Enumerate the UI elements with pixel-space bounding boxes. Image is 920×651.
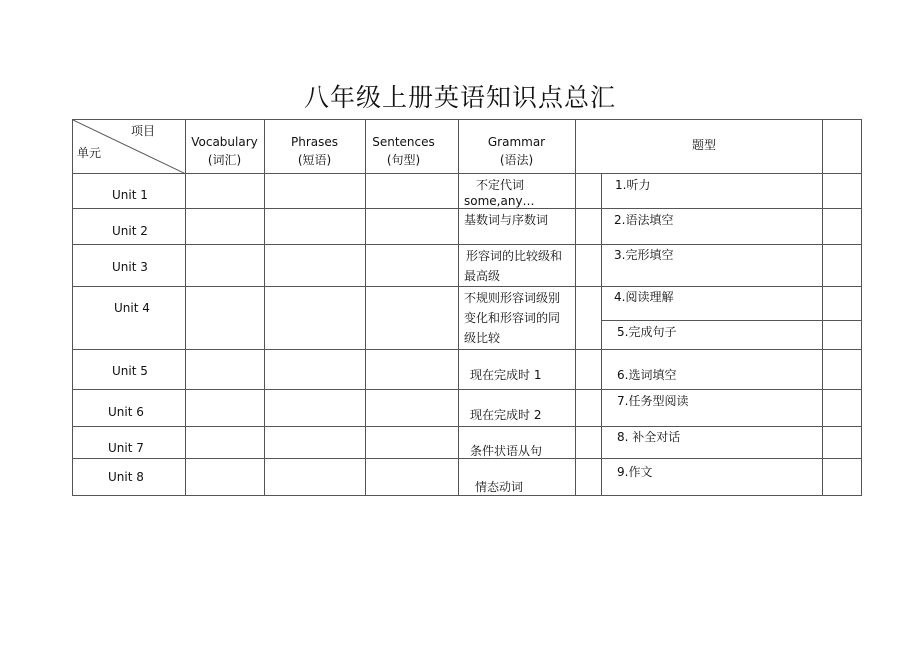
header-phrases-en: Phrases — [290, 135, 338, 149]
grammar-unit-3-line-2: 最高级 — [464, 269, 501, 283]
row-divider-5 — [72, 389, 862, 390]
question-type-5: 5.完成句子 — [617, 325, 677, 339]
col-divider-small — [601, 174, 602, 496]
grammar-unit-8: 情态动词 — [475, 480, 524, 494]
header-sentences-en: Sentences — [372, 135, 435, 149]
grammar-unit-5: 现在完成时 1 — [470, 368, 542, 382]
header-vocab-en: Vocabulary — [191, 135, 258, 149]
table-border-right — [861, 119, 862, 496]
header-grammar-en: Grammar — [487, 135, 546, 149]
col-divider-grammar — [458, 119, 459, 496]
header-grammar-cn: (语法) — [499, 153, 534, 167]
row-divider-2 — [72, 244, 862, 245]
col-divider-sentences — [365, 119, 366, 496]
unit-label-1: Unit 1 — [112, 188, 148, 202]
grammar-unit-1-line-2: some,any… — [464, 194, 535, 208]
table-border-top — [72, 119, 862, 120]
unit-label-4: Unit 4 — [114, 301, 150, 315]
grammar-unit-4-line-2: 变化和形容词的同 — [464, 311, 561, 325]
question-type-9: 9.作文 — [617, 465, 653, 479]
grammar-unit-4-line-3: 级比较 — [464, 331, 501, 345]
question-type-1: 1.听力 — [615, 178, 651, 192]
unit-label-6: Unit 6 — [108, 405, 144, 419]
grammar-unit-4-line-1: 不规则形容词级别 — [464, 291, 561, 305]
grammar-unit-1-line-1: 不定代词 — [476, 178, 525, 192]
col-divider-phrases — [264, 119, 265, 496]
grammar-unit-7: 条件状语从句 — [470, 444, 543, 458]
question-type-7: 7.任务型阅读 — [617, 394, 689, 408]
row-divider-4 — [72, 349, 862, 350]
question-type-8: 8. 补全对话 — [617, 430, 681, 444]
header-vocab-cn: (词汇) — [207, 153, 242, 167]
question-type-6: 6.选词填空 — [617, 368, 677, 382]
header-question-types: 题型 — [692, 138, 717, 152]
header-phrases-cn: (短语) — [297, 153, 332, 167]
unit-label-8: Unit 8 — [108, 470, 144, 484]
table-border-bottom — [72, 495, 862, 496]
unit-label-5: Unit 5 — [112, 364, 148, 378]
corner-label-bottom: 单元 — [77, 146, 102, 160]
question-type-2: 2.语法填空 — [614, 213, 674, 227]
col-divider-blank — [575, 119, 576, 496]
row-divider-4a — [601, 320, 862, 321]
grammar-unit-2: 基数词与序数词 — [464, 213, 549, 227]
page-title: 八年级上册英语知识点总汇 — [303, 83, 616, 112]
unit-label-3: Unit 3 — [112, 260, 148, 274]
grammar-unit-6: 现在完成时 2 — [470, 408, 542, 422]
row-divider-7 — [72, 458, 862, 459]
table-border-left — [72, 119, 73, 496]
unit-label-7: Unit 7 — [108, 441, 144, 455]
grammar-unit-3-line-1: 形容词的比较级和 — [466, 249, 563, 263]
col-divider-right — [822, 119, 823, 496]
header-sentences-cn: (句型) — [386, 153, 421, 167]
row-divider-3 — [72, 286, 862, 287]
question-type-4: 4.阅读理解 — [614, 290, 674, 304]
question-type-3: 3.完形填空 — [614, 248, 674, 262]
row-divider-header — [72, 173, 862, 174]
unit-label-2: Unit 2 — [112, 224, 148, 238]
col-divider-vocab — [185, 119, 186, 496]
row-divider-6 — [72, 426, 862, 427]
corner-label-top: 项目 — [131, 124, 156, 138]
